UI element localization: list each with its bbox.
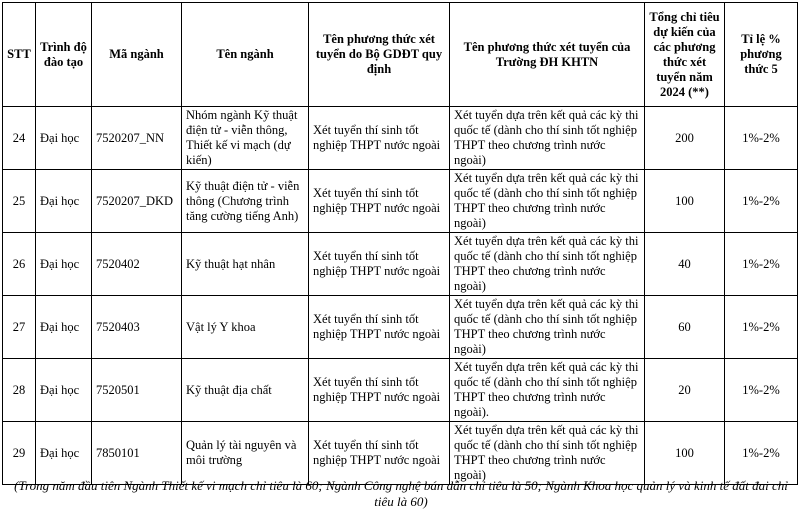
cell-stt: 29: [3, 422, 36, 485]
cell-pt-truong: Xét tuyển dựa trên kết quả các kỳ thi quốc tế (dành cho thí sinh tốt nghiệp THPT theo chương trình nước ngoài): [450, 422, 645, 485]
cell-pt-bo: Xét tuyển thí sinh tốt nghiệp THPT nước ngoài: [309, 296, 450, 359]
cell-stt: 27: [3, 296, 36, 359]
cell-stt: 28: [3, 359, 36, 422]
cell-chi-tieu: 200: [645, 107, 725, 170]
table-row: [3, 296, 798, 359]
cell-ten-nganh: Kỹ thuật điện tử - viễn thông (Chương trình tăng cường tiếng Anh): [182, 170, 309, 233]
table-header-row: [3, 3, 798, 107]
header-pt-bo: Tên phương thức xét tuyển do Bộ GDĐT quy định: [309, 3, 450, 107]
header-pt-truong: Tên phương thức xét tuyển của Trường ĐH KHTN: [450, 3, 645, 107]
cell-pt-bo: Xét tuyển thí sinh tốt nghiệp THPT nước ngoài: [309, 233, 450, 296]
cell-pt-truong: Xét tuyển dựa trên kết quả các kỳ thi quốc tế (dành cho thí sinh tốt nghiệp THPT theo chương trình nước ngoài).: [450, 359, 645, 422]
cell-ten-nganh: Nhóm ngành Kỹ thuật điện tử - viễn thông, Thiết kế vi mạch (dự kiến): [182, 107, 309, 170]
cell-trinh-do: Đại học: [36, 422, 92, 485]
cell-chi-tieu: 100: [645, 170, 725, 233]
cell-chi-tieu: 20: [645, 359, 725, 422]
cell-pt-bo: Xét tuyển thí sinh tốt nghiệp THPT nước ngoài: [309, 422, 450, 485]
cell-trinh-do: Đại học: [36, 107, 92, 170]
admission-table: [2, 2, 798, 485]
cell-ten-nganh: Kỹ thuật hạt nhân: [182, 233, 309, 296]
cell-pt-truong: Xét tuyển dựa trên kết quả các kỳ thi quốc tế (dành cho thí sinh tốt nghiệp THPT theo chương trình nước ngoài): [450, 107, 645, 170]
cell-stt: 25: [3, 170, 36, 233]
cell-ma-nganh: 7520207_NN: [92, 107, 182, 170]
cell-pt-truong: Xét tuyển dựa trên kết quả các kỳ thi quốc tế (dành cho thí sinh tốt nghiệp THPT theo chương trình nước ngoài): [450, 296, 645, 359]
footnote: (Trong năm đầu tiên Ngành Thiết kế vi mạch chỉ tiêu là 60; Ngành Công nghệ bán dẫn chỉ tiêu là 50; Ngành Khoa học quản lý và kinh tế đất đai chỉ tiêu là 60): [14, 478, 788, 509]
table-row: [3, 170, 798, 233]
cell-stt: 26: [3, 233, 36, 296]
cell-ten-nganh: Kỹ thuật địa chất: [182, 359, 309, 422]
cell-ti-le: 1%-2%: [725, 107, 798, 170]
cell-stt: 24: [3, 107, 36, 170]
cell-chi-tieu: 40: [645, 233, 725, 296]
cell-trinh-do: Đại học: [36, 359, 92, 422]
cell-ma-nganh: 7850101: [92, 422, 182, 485]
cell-trinh-do: Đại học: [36, 296, 92, 359]
table-row: [3, 422, 798, 485]
cell-ma-nganh: 7520403: [92, 296, 182, 359]
cell-pt-truong: Xét tuyển dựa trên kết quả các kỳ thi quốc tế (dành cho thí sinh tốt nghiệp THPT theo chương trình nước ngoài): [450, 233, 645, 296]
cell-trinh-do: Đại học: [36, 170, 92, 233]
cell-ti-le: 1%-2%: [725, 170, 798, 233]
table-row: [3, 359, 798, 422]
header-ma-nganh: Mã ngành: [92, 3, 182, 107]
cell-ti-le: 1%-2%: [725, 422, 798, 485]
table-row: [3, 107, 798, 170]
cell-pt-bo: Xét tuyển thí sinh tốt nghiệp THPT nước ngoài: [309, 170, 450, 233]
cell-pt-truong: Xét tuyển dựa trên kết quả các kỳ thi quốc tế (dành cho thí sinh tốt nghiệp THPT theo chương trình nước ngoài): [450, 170, 645, 233]
header-tong-chi-tieu: Tổng chỉ tiêu dự kiến của các phương thức xét tuyển năm 2024 (**): [645, 3, 725, 107]
header-stt: STT: [3, 3, 36, 107]
cell-ten-nganh: Quản lý tài nguyên và môi trường: [182, 422, 309, 485]
cell-ti-le: 1%-2%: [725, 296, 798, 359]
table-row: [3, 233, 798, 296]
cell-ten-nganh: Vật lý Y khoa: [182, 296, 309, 359]
cell-ti-le: 1%-2%: [725, 233, 798, 296]
header-ti-le: Tỉ lệ % phương thức 5: [725, 3, 798, 107]
cell-ma-nganh: 7520207_DKD: [92, 170, 182, 233]
cell-ti-le: 1%-2%: [725, 359, 798, 422]
header-ten-nganh: Tên ngành: [182, 3, 309, 107]
cell-chi-tieu: 100: [645, 422, 725, 485]
cell-ma-nganh: 7520501: [92, 359, 182, 422]
cell-pt-bo: Xét tuyển thí sinh tốt nghiệp THPT nước ngoài: [309, 359, 450, 422]
cell-ma-nganh: 7520402: [92, 233, 182, 296]
cell-pt-bo: Xét tuyển thí sinh tốt nghiệp THPT nước ngoài: [309, 107, 450, 170]
cell-chi-tieu: 60: [645, 296, 725, 359]
cell-trinh-do: Đại học: [36, 233, 92, 296]
header-trinh-do: Trình độ đào tạo: [36, 3, 92, 107]
